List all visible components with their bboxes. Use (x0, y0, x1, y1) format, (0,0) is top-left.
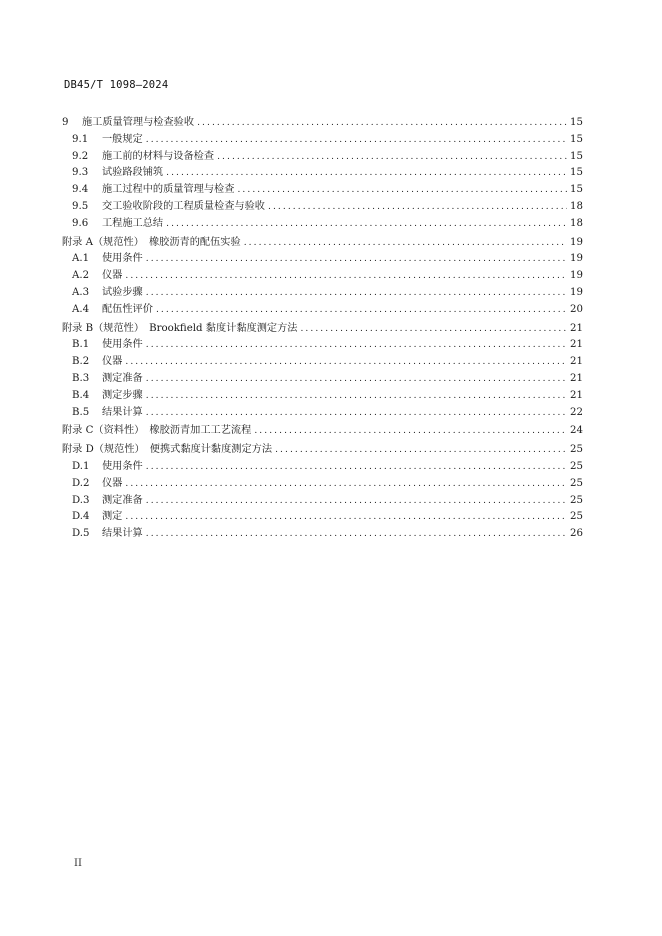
toc-entry-number: B.1 (72, 339, 90, 351)
toc-entry-page: 25 (570, 511, 583, 523)
toc-entry-title: 试验路段铺筑 (102, 167, 164, 179)
toc-entry[interactable] (62, 251, 583, 268)
toc-entry-number: B.4 (72, 389, 90, 401)
toc-leader-dots (237, 182, 567, 199)
toc-leader-dots (125, 476, 567, 493)
toc-leader-dots (146, 388, 567, 405)
toc-entry[interactable] (62, 493, 583, 510)
toc-entry-title: 测定步骤 (102, 389, 143, 401)
toc-entry-page: 15 (570, 167, 583, 179)
toc-entry[interactable] (62, 199, 583, 216)
toc-leader-dots (125, 268, 567, 285)
toc-entry-page: 19 (570, 286, 583, 298)
toc-entry-page: 25 (570, 444, 583, 456)
toc-entry-title: 施工前的材料与设备检查 (102, 150, 215, 162)
toc-entry-title: 交工验收阶段的工程质量检查与验收 (102, 200, 265, 212)
toc-entry-page: 19 (570, 253, 583, 265)
toc-entry-number: D.1 (72, 460, 90, 472)
toc-entry-page: 15 (570, 133, 583, 145)
toc-leader-dots (146, 132, 567, 149)
toc-entry-page: 20 (570, 303, 583, 315)
toc-entry-title: 附录 D（规范性） 便携式黏度计黏度测定方法 (62, 444, 273, 456)
toc-entry-page: 18 (570, 200, 583, 212)
toc-leader-dots (146, 371, 567, 388)
page-number: II (74, 858, 82, 869)
toc-leader-dots (166, 216, 567, 233)
toc-entry-number: 9 (62, 117, 69, 128)
toc-leader-dots (300, 321, 567, 338)
toc-leader-dots (146, 337, 567, 354)
toc-entry[interactable] (62, 302, 583, 319)
toc-entry-number: D.3 (72, 494, 90, 506)
toc-entry-title: 仪器 (102, 270, 123, 282)
toc-entry-title: 测定 (102, 511, 123, 523)
toc-entry[interactable] (62, 115, 583, 132)
toc-entry[interactable] (62, 285, 583, 302)
toc-entry-page: 26 (570, 528, 583, 540)
toc-entry[interactable] (62, 509, 583, 526)
toc-entry-page: 24 (570, 425, 583, 437)
toc-entry[interactable] (62, 216, 583, 233)
toc-leader-dots (146, 526, 567, 543)
toc-entry-page: 15 (570, 117, 583, 128)
toc-leader-dots (244, 235, 567, 252)
toc-entry-title: 仪器 (102, 356, 123, 368)
toc-leader-dots (275, 442, 567, 459)
toc-entry-number: B.5 (72, 406, 90, 418)
toc-entry[interactable] (62, 476, 583, 493)
toc-entry-page: 21 (570, 356, 583, 368)
toc-leader-dots (146, 405, 567, 422)
toc-entry-page: 25 (570, 494, 583, 506)
table-of-contents (62, 113, 583, 543)
toc-entry[interactable] (62, 268, 583, 285)
toc-entry-number: B.2 (72, 356, 90, 368)
toc-entry-page: 15 (570, 184, 583, 196)
toc-entry[interactable] (62, 459, 583, 476)
toc-entry-page: 21 (570, 389, 583, 401)
toc-leader-dots (197, 115, 567, 132)
toc-entry-number: A.4 (72, 303, 90, 315)
toc-entry-number: A.2 (72, 270, 90, 282)
toc-leader-dots (125, 354, 567, 371)
toc-entry-number: 9.3 (72, 167, 89, 179)
toc-entry-number: A.3 (72, 286, 90, 298)
toc-entry[interactable] (62, 388, 583, 405)
toc-leader-dots (268, 199, 567, 216)
toc-entry-title: 测定准备 (102, 494, 143, 506)
toc-entry-title: 使用条件 (102, 253, 143, 265)
toc-leader-dots (125, 509, 567, 526)
toc-leader-dots (254, 423, 567, 440)
document-code: DB45/T 1098—2024 (64, 79, 169, 91)
toc-entry[interactable] (62, 405, 583, 422)
toc-entry-number: D.2 (72, 477, 90, 489)
toc-entry-page: 25 (570, 477, 583, 489)
toc-entry[interactable] (62, 423, 583, 440)
toc-entry-title: 附录 A（规范性） 橡胶沥青的配伍实验 (62, 236, 241, 248)
toc-leader-dots (156, 302, 567, 319)
toc-entry-number: B.3 (72, 372, 90, 384)
toc-entry-title: 附录 B（规范性） Brookfield 黏度计黏度测定方法 (62, 322, 298, 334)
toc-entry-page: 19 (570, 236, 583, 248)
toc-entry[interactable] (62, 165, 583, 182)
toc-leader-dots (166, 165, 567, 182)
toc-entry-number: 9.1 (72, 133, 89, 145)
toc-entry[interactable] (62, 149, 583, 166)
toc-entry-title: 测定准备 (102, 372, 143, 384)
toc-entry-number: 9.2 (72, 150, 89, 162)
toc-leader-dots (146, 493, 567, 510)
toc-entry-page: 21 (570, 322, 583, 334)
toc-entry-title: 附录 C（资料性） 橡胶沥青加工工艺流程 (62, 425, 252, 437)
toc-entry-title: 工程施工总结 (102, 217, 164, 229)
toc-entry-title: 试验步骤 (102, 286, 143, 298)
toc-entry-number: 9.6 (72, 217, 89, 229)
toc-leader-dots (146, 251, 567, 268)
toc-leader-dots (146, 459, 567, 476)
toc-entry-title: 结果计算 (102, 406, 143, 418)
toc-leader-dots (217, 149, 567, 166)
toc-entry[interactable] (62, 354, 583, 371)
toc-entry-number: D.4 (72, 511, 90, 523)
toc-entry-title: 使用条件 (102, 339, 143, 351)
toc-entry-title: 使用条件 (102, 460, 143, 472)
toc-entry-page: 18 (570, 217, 583, 229)
toc-entry[interactable] (62, 235, 583, 252)
toc-entry[interactable] (62, 182, 583, 199)
toc-entry-title: 配伍性评价 (102, 303, 153, 315)
toc-entry-title: 施工过程中的质量管理与检查 (102, 184, 235, 196)
toc-entry-number: D.5 (72, 528, 90, 540)
toc-entry-title: 仪器 (102, 477, 123, 489)
toc-entry-page: 21 (570, 372, 583, 384)
toc-entry-page: 22 (570, 406, 583, 418)
toc-entry-title: 结果计算 (102, 528, 143, 540)
toc-entry[interactable] (62, 442, 583, 459)
toc-entry-number: 9.5 (72, 200, 89, 212)
toc-entry-number: A.1 (72, 253, 90, 265)
toc-entry[interactable] (62, 371, 583, 388)
toc-entry-title: 施工质量管理与检查验收 (82, 117, 195, 128)
toc-entry-title: 一般规定 (102, 133, 143, 145)
toc-entry-page: 19 (570, 270, 583, 282)
toc-leader-dots (146, 285, 567, 302)
toc-entry-page: 21 (570, 339, 583, 351)
toc-entry-page: 15 (570, 150, 583, 162)
toc-entry-number: 9.4 (72, 184, 89, 196)
toc-entry[interactable] (62, 526, 583, 543)
toc-entry[interactable] (62, 337, 583, 354)
toc-entry-page: 25 (570, 460, 583, 472)
toc-entry[interactable] (62, 132, 583, 149)
toc-entry[interactable] (62, 321, 583, 338)
